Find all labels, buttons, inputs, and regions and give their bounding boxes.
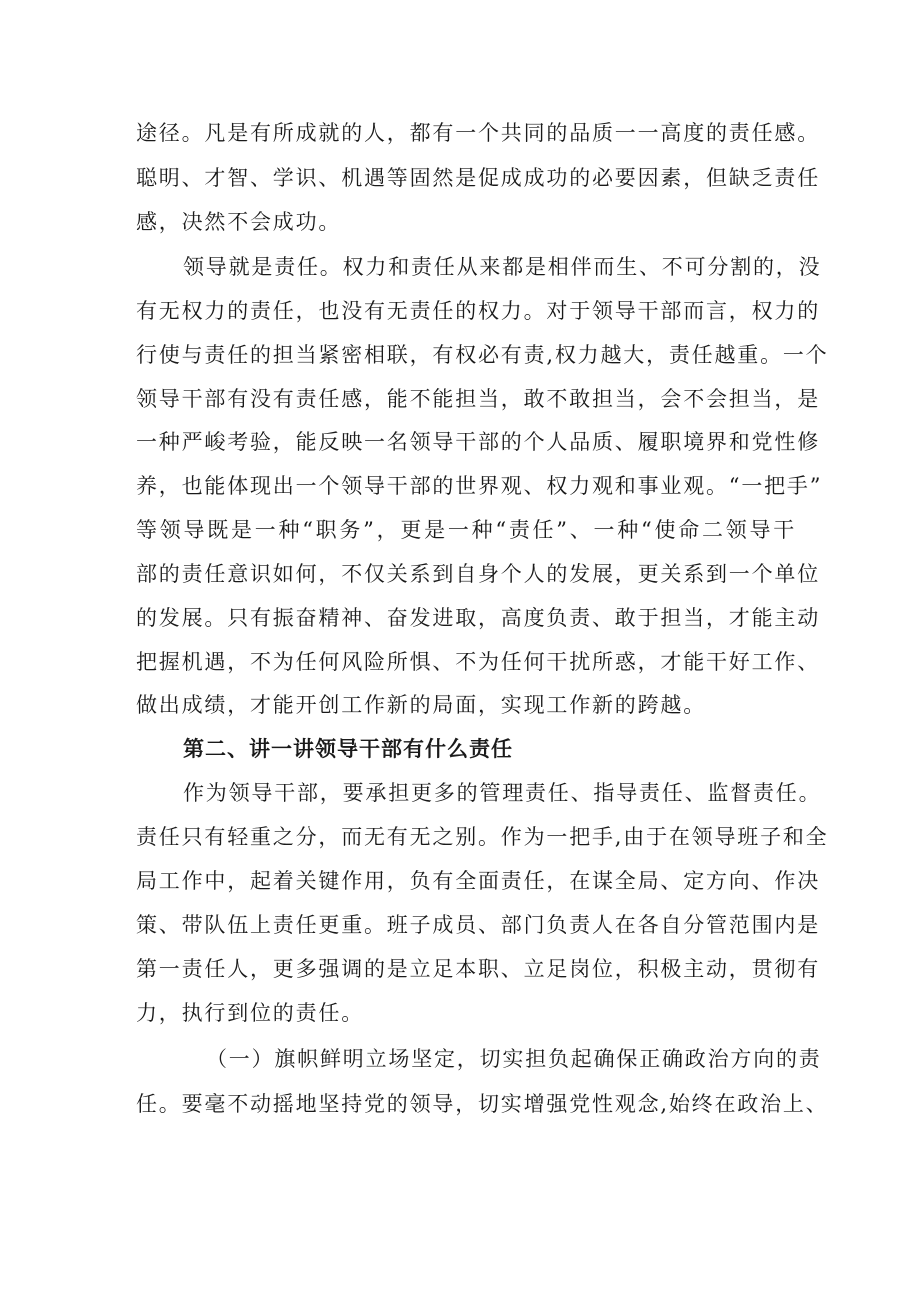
paragraph-1-line-3: 感，决然不会成功。 (136, 210, 342, 234)
paragraph-3-line-6: 力，执行到位的责任。 (136, 1001, 364, 1025)
paragraph-4-line-1: （一）旗帜鲜明立场坚定，切实担负起确保正确政治方向的责 (206, 1047, 822, 1071)
paragraph-2-line-2: 有无权力的责任，也没有无责任的权力。对于领导干部而言，权力的 (136, 299, 820, 323)
paragraph-2-line-4: 领导干部有没有责任感，能不能担当，敢不敢担当，会不会担当，是 (136, 387, 820, 411)
paragraph-2-line-11: 做出成绩，才能开创工作新的局面，实现工作新的跨越。 (136, 693, 706, 717)
paragraph-2-line-10: 把握机遇，不为任何风险所惧、不为任何干扰所惑，才能干好工作、 (136, 650, 820, 674)
paragraph-2-line-3: 行使与责任的担当紧密相联，有权必有责,权力越大，责任越重。一个 (136, 343, 829, 367)
paragraph-4-line-2: 任。要毫不动摇地坚持党的领导，切实增强党性观念,始终在政治上、 (136, 1092, 829, 1116)
paragraph-2-line-1: 领导就是责任。权力和责任从来都是相伴而生、不可分割的，没 (183, 255, 822, 279)
paragraph-3-line-1: 作为领导干部，要承担更多的管理责任、指导责任、监督责任。 (183, 781, 822, 805)
paragraph-2-line-6: 养，也能体现出一个领导干部的世界观、权力观和事业观。“一把手” (136, 474, 823, 498)
paragraph-2-line-8: 部的责任意识如何，不仅关系到自身个人的发展，更关系到一个单位 (136, 562, 820, 586)
paragraph-3-line-5: 第一责任人，更多强调的是立足本职、立足岗位，积极主动，贯彻有 (136, 957, 820, 981)
paragraph-1-line-1: 途径。凡是有所成就的人，都有一个共同的品质一一高度的责任感。 (136, 121, 820, 145)
paragraph-1-line-2: 聪明、才智、学识、机遇等固然是促成成功的必要因素，但缺乏责任 (136, 166, 820, 190)
section-heading: 第二、讲一讲领导干部有什么责任 (183, 737, 513, 761)
paragraph-2-line-9: 的发展。只有振奋精神、奋发进取，高度负责、敢于担当，才能主动 (136, 606, 820, 630)
paragraph-3-line-3: 局工作中，起着关键作用，负有全面责任，在谋全局、定方向、作决 (136, 869, 820, 893)
paragraph-2-line-7: 等领导既是一种“职务”，更是一种“责任”、一种“使命二领导干 (136, 518, 796, 542)
paragraph-3-line-2: 责任只有轻重之分，而无有无之别。作为一把手,由于在领导班子和全 (136, 825, 829, 849)
paragraph-2-line-5: 一种严峻考验，能反映一名领导干部的个人品质、履职境界和党性修 (136, 430, 820, 454)
paragraph-3-line-4: 策、带队伍上责任更重。班子成员、部门负责人在各自分管范围内是 (136, 913, 820, 937)
